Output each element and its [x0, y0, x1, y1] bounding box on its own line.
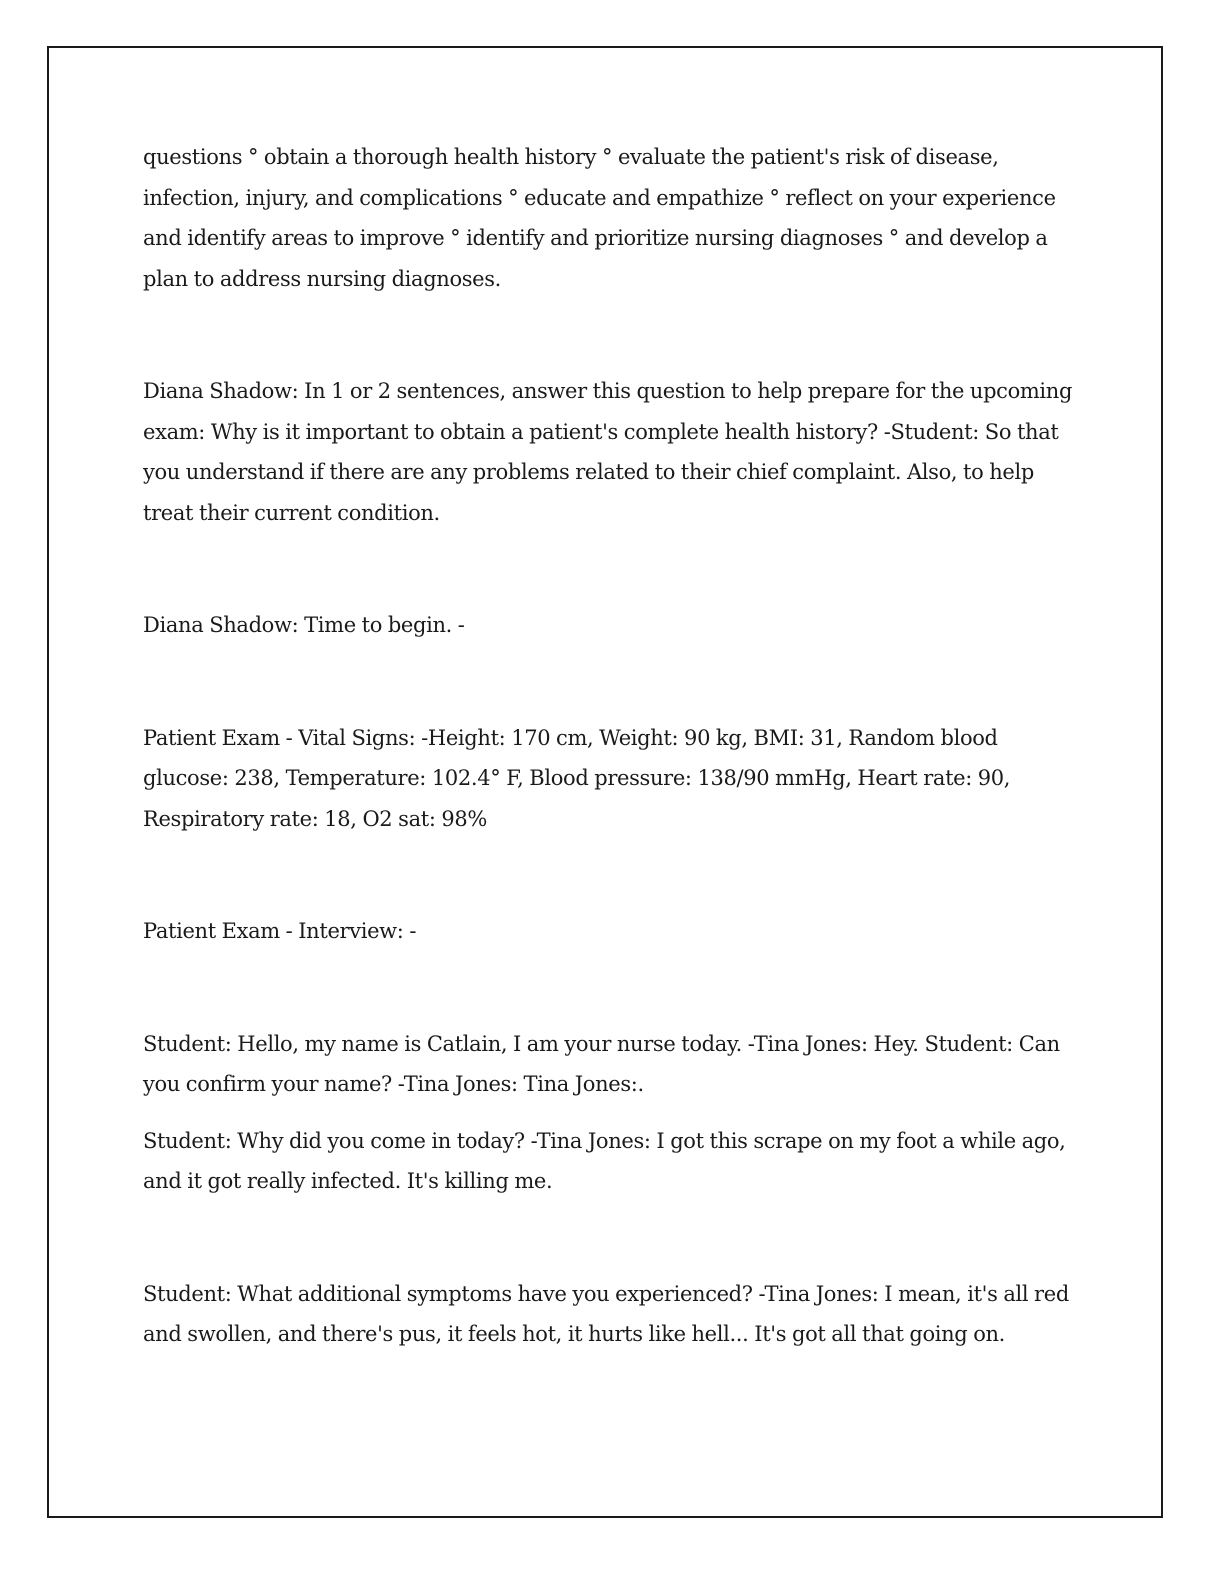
paragraph-interview-heading: Patient Exam - Interview: - — [143, 919, 417, 943]
paragraph-greeting-exchange: Student: Hello, my name is Catlain, I am your nurse today. -Tina Jones: Hey. Student: Can you confirm your name? -Tina Jones: Tina Jones:. — [143, 1031, 1060, 1096]
document-body — [143, 137, 1078, 1355]
paragraph-learning-objectives: questions ° obtain a thorough health history ° evaluate the patient's risk of disease, infection, injury, and complications ° educate and empathize ° reflect on your experience and identify areas to improve ° identify and prioritize nursing diagnoses ° and develop a plan to address nursing diagnoses. — [143, 145, 1056, 291]
paragraph-chief-complaint: Student: Why did you come in today? -Tina Jones: I got this scrape on my foot a while ago, and it got really infected. It's killing me. — [143, 1128, 1066, 1193]
paragraph-prep-question: Diana Shadow: In 1 or 2 sentences, answer this question to help prepare for the upcoming exam: Why is it important to obtain a patient's complete health history? -Student: So that you understand if there are any problems related to their chief complaint. Also, to help treat their current condition. — [143, 379, 1073, 525]
paragraph-vital-signs: Patient Exam - Vital Signs: -Height: 170 cm, Weight: 90 kg, BMI: 31, Random blood glucose: 238, Temperature: 102.4° F, Blood pressure: 138/90 mmHg, Heart rate: 90, Respiratory rate: 18, O2 sat: 98% — [143, 725, 1011, 831]
paragraph-additional-symptoms: Student: What additional symptoms have you experienced? -Tina Jones: I mean, it's all red and swollen, and there's pus, it feels hot, it hurts like hell... It's got all that going on. — [143, 1281, 1069, 1346]
paragraph-time-to-begin: Diana Shadow: Time to begin. - — [143, 613, 465, 637]
